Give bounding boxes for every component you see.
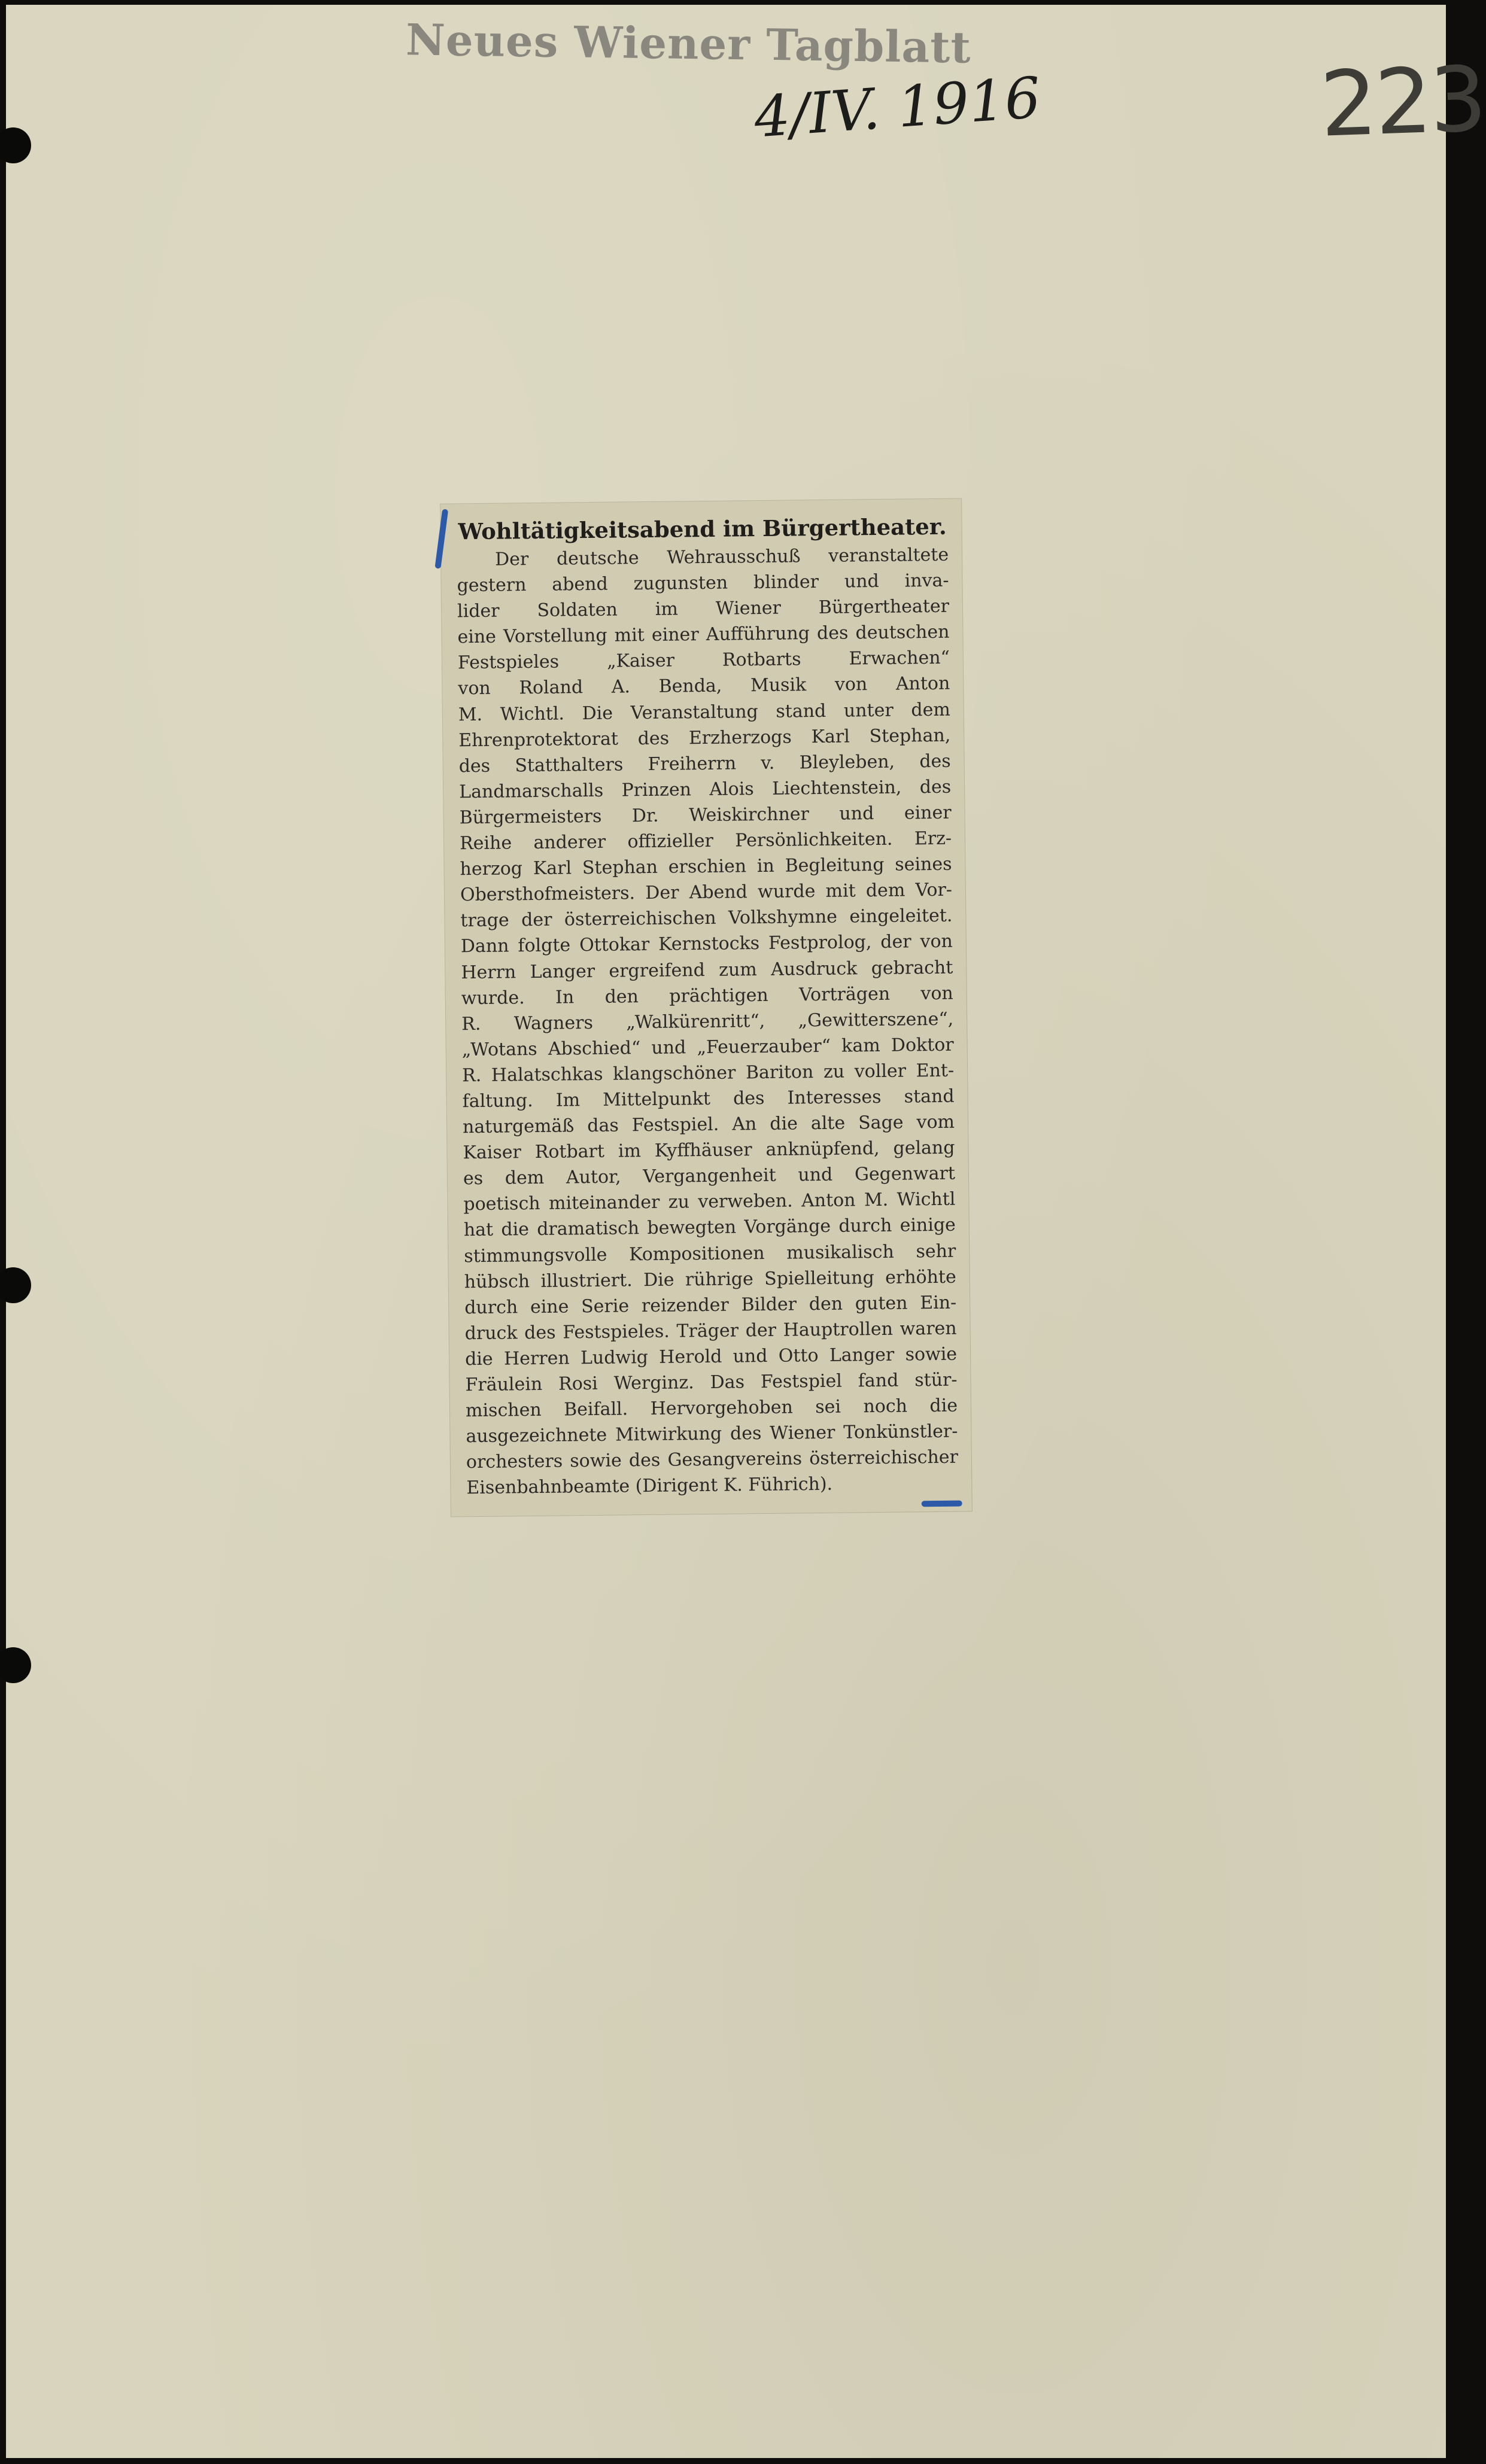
article-line: von Roland A. Benda, Musik von Anton <box>458 673 950 699</box>
article-body <box>457 542 959 1501</box>
article-line: druck des Festspieles. Träger der Hauptrollen waren <box>464 1318 957 1344</box>
article-line: lider Soldaten im Wiener Bürgertheater <box>457 595 950 622</box>
article-line: trage der österreichischen Volkshymne eingeleitet. <box>460 905 953 932</box>
article-line: ausgezeichnete Mitwirkung des Wiener Tonkünstler- <box>466 1420 958 1447</box>
article-line: Bürgermeisters Dr. Weiskirchner und einer <box>459 802 952 829</box>
page-number: 223 <box>1318 47 1486 157</box>
newspaper-clipping <box>440 498 972 1516</box>
article-line: hübsch illustriert. Die rührige Spielleitung erhöhte <box>464 1266 956 1292</box>
article-line: herzog Karl Stephan erschien in Begleitung seines <box>460 853 952 880</box>
article-line: des Statthalters Freiherrn v. Bleyleben, des <box>458 750 951 777</box>
article-line: durch eine Serie reizender Bilder den guten Ein- <box>464 1292 957 1318</box>
article-line: faltung. Im Mittelpunkt des Interesses stand <box>462 1085 955 1112</box>
newspaper-stamp: Neues Wiener Tagblatt <box>405 14 972 73</box>
article-line: Kaiser Rotbart im Kyffhäuser anknüpfend, gelang <box>463 1137 955 1164</box>
article-line: Der deutsche Wehrausschuß veranstaltete <box>494 544 949 570</box>
article-line: Reihe anderer offizieller Persönlichkeiten. Erz- <box>459 828 952 854</box>
article-line: R. Halatschkas klangschöner Bariton zu voller Ent- <box>461 1060 955 1087</box>
article-line: orchesters sowie des Gesangvereins österreichischer <box>466 1446 959 1473</box>
article-line: Obersthofmeisters. Der Abend wurde mit dem Vor- <box>460 879 953 906</box>
article-line: „Wotans Abschied“ und „Feuerzauber“ kam Doktor <box>461 1034 954 1061</box>
article-line: Festspieles „Kaiser Rotbarts Erwachen“ <box>457 647 950 674</box>
article-line: naturgemäß das Festspiel. An die alte Sage vom <box>462 1111 955 1138</box>
punch-hole <box>0 127 31 163</box>
article-line: hat die dramatisch bewegten Vorgänge durch einige <box>463 1215 956 1241</box>
article-line: wurde. In den prächtigen Vorträgen von <box>461 982 953 1009</box>
punch-hole <box>0 1267 31 1303</box>
article-line: gestern abend zugunsten blinder und inva- <box>457 570 949 597</box>
article-line: Ehrenprotektorat des Erzherzogs Karl Stephan, <box>458 725 951 751</box>
article-headline: Wohltätigkeitsabend im Bürgertheater. <box>458 513 947 545</box>
article-line: stimmungsvolle Kompositionen musikalisch sehr <box>464 1240 956 1267</box>
article-line: Dann folgte Ottokar Kernstocks Festprolog, der von <box>460 931 953 957</box>
article-line: M. Wichtl. Die Veranstaltung stand unter dem <box>458 699 950 725</box>
article-line: mischen Beifall. Hervorgehoben sei noch die <box>465 1395 958 1422</box>
article-line: R. Wagners „Walkürenritt“, „Gewitterszene“, <box>461 1008 954 1035</box>
archive-sheet <box>6 5 1486 2458</box>
article-line: eine Vorstellung mit einer Aufführung des deutschen <box>457 621 950 648</box>
article-line: Fräulein Rosi Werginz. Das Festspiel fand stür- <box>465 1369 958 1396</box>
handwritten-date: 4/IV. 1916 <box>752 65 1043 151</box>
punch-hole <box>0 1647 31 1683</box>
blue-pencil-mark <box>922 1501 962 1507</box>
article-line: poetisch miteinander zu verweben. Anton M. Wichtl <box>463 1189 956 1215</box>
article-line: die Herren Ludwig Herold und Otto Langer sowie <box>464 1343 958 1370</box>
article-line: Landmarschalls Prinzen Alois Liechtenstein, des <box>459 776 952 803</box>
article-line: Herrn Langer ergreifend zum Ausdruck gebracht <box>461 957 953 983</box>
blue-pencil-mark <box>434 509 448 568</box>
article-line: Eisenbahnbeamte (Dirigent K. Führich). <box>466 1474 833 1499</box>
article-line: es dem Autor, Vergangenheit und Gegenwart <box>463 1163 956 1190</box>
